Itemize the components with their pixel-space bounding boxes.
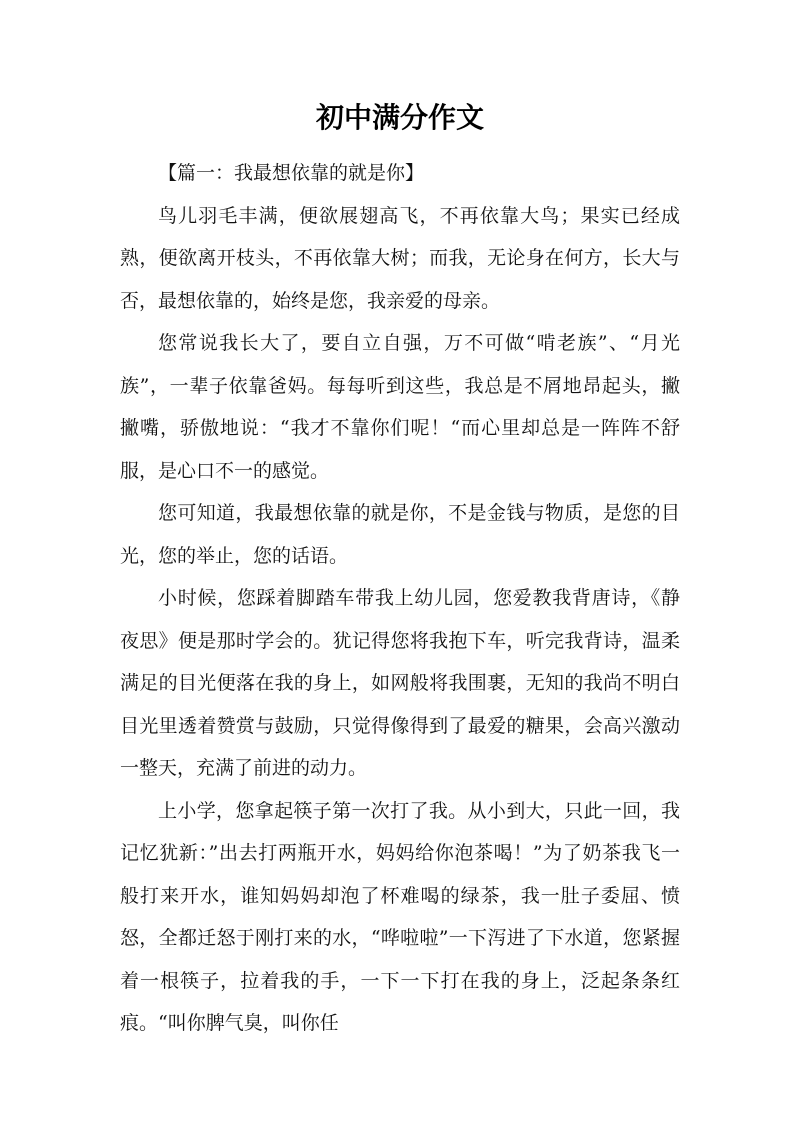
- document-body: [120, 152, 680, 1045]
- paragraph: 上小学，您拿起筷子第一次打了我。从小到大，只此一回，我记忆犹新：”出去打两瓶开水，妈妈给你泡茶喝！”为了奶茶我飞一般打来开水，谁知妈妈却泡了杯难喝的绿茶，我一肚子委屈、愤怒，全都迁怒于刚打来的水，“哗啦啦”一下泻进了下水道，您紧握着一根筷子，拉着我的手，一下一下打在我的身上，泛起条条红痕。“叫你脾气臭，叫你任: [120, 799, 680, 1034]
- paragraph: 您常说我长大了，要自立自强，万不可做“啃老族”、“月光族”，一辈子依靠爸妈。每每听到这些，我总是不屑地昂起头，撇撇嘴，骄傲地说：“我才不靠你们呢！“而心里却总是一阵阵不舒服，是心口不一的感觉。: [120, 332, 680, 482]
- document-title: 初中满分作文: [315, 101, 484, 134]
- section-heading: 【篇一：我最想依靠的就是你】: [158, 162, 425, 184]
- paragraph: 鸟儿羽毛丰满，便欲展翅高飞，不再依靠大鸟；果实已经成熟，便欲离开枝头，不再依靠大树；而我，无论身在何方，长大与否，最想依靠的，始终是您，我亲爱的母亲。: [120, 204, 680, 312]
- paragraph: 小时候，您踩着脚踏车带我上幼儿园，您爱教我背唐诗，《静夜思》便是那时学会的。犹记得您将我抱下车，听完我背诗，温柔满足的目光便落在我的身上，如网般将我围裹，无知的我尚不明白目光里透着赞赏与鼓励，只觉得像得到了最爱的糖果，会高兴激动一整天，充满了前进的动力。: [120, 587, 680, 779]
- paragraph: 您可知道，我最想依靠的就是你，不是金钱与物质，是您的目光，您的举止，您的话语。: [120, 502, 680, 567]
